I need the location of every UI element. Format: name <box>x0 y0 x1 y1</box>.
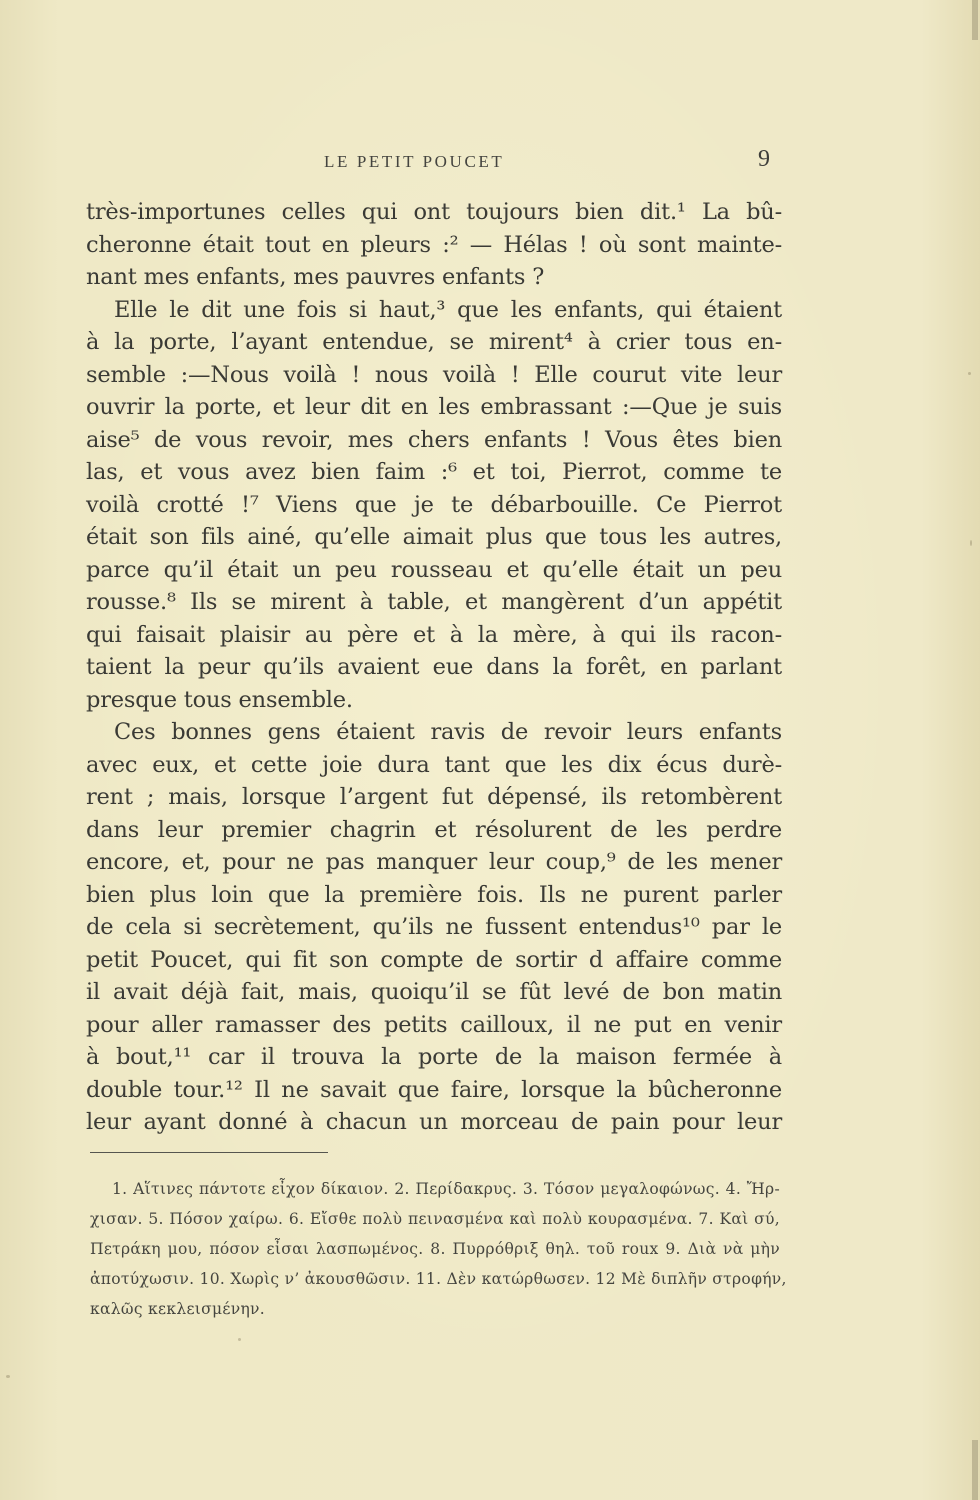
text-line: qui faisait plaisir au père et à la mère, à qui ils racon- <box>86 621 782 648</box>
text-line: était son fils ainé, qu’elle aimait plus que tous les autres, <box>86 524 782 550</box>
text-line: las, et vous avez bien faim :⁶ et toi, Pierrot, comme te <box>86 459 782 485</box>
footnotes <box>90 1174 787 1324</box>
text-line: dans leur premier chagrin et résolurent de les perdre <box>86 816 782 843</box>
text-line: rent ; mais, lorsque l’argent fut dépensé, ils retombèrent <box>86 784 782 810</box>
text-line: encore, et, pour ne pas manquer leur coup,⁹ de les mener <box>86 849 782 875</box>
text-line: double tour.¹² Il ne savait que faire, lorsque la bûcheronne <box>86 1076 782 1103</box>
paper-speck <box>970 540 972 546</box>
text-line: avec eux, et cette joie dura tant que les dix écus durè- <box>86 751 782 778</box>
footnote-line: Πετράκη μου, πόσον εἶσαι λασπωμένος. 8. Πυρρόθριξ θηλ. τοῦ roux 9. Διὰ νὰ μὴν <box>90 1240 780 1258</box>
text-line: ouvrir la porte, et leur dit en les embrassant :—Que je suis <box>86 394 782 420</box>
paper-speck <box>6 1375 10 1378</box>
text-line: à bout,¹¹ car il trouva la porte de la maison fermée à <box>86 1044 782 1070</box>
text-line: pour aller ramasser des petits cailloux, il ne put en venir <box>86 1011 782 1038</box>
text-line: semble :—Nous voilà ! nous voilà ! Elle courut vite leur <box>86 361 782 388</box>
footnote-line: ἀποτύχωσιν. 10. Χωρὶς ν’ ἀκουσθῶσιν. 11. Δὲν κατώρθωσεν. 12 Μὲ διπλῆν στροφήν, <box>90 1270 787 1288</box>
paper-speck <box>238 1338 241 1341</box>
text-line: parce qu’il était un peu rousseau et qu’elle était un peu <box>86 556 782 583</box>
text-line: petit Poucet, qui fit son compte de sortir d affaire comme <box>86 946 782 973</box>
text-line: cheronne était tout en pleurs :² — Hélas ! où sont mainte- <box>86 231 782 258</box>
footnote-line: χισαν. 5. Πόσον χαίρω. 6. Εἴσθε πολὺ πεινασμένα καὶ πολὺ κουρασμένα. 7. Καὶ σύ, <box>90 1210 780 1228</box>
text-line: de cela si secrètement, qu’ils ne fussent entendus¹⁰ par le <box>86 914 782 940</box>
text-line: rousse.⁸ Ils se mirent à table, et mangèrent d’un appétit <box>86 589 782 615</box>
text-line: taient la peur qu’ils avaient eue dans la forêt, en parlant <box>86 654 782 680</box>
text-line: nant mes enfants, mes pauvres enfants ? <box>86 264 545 290</box>
page-header <box>0 148 980 178</box>
footnote-line: καλῶς κεκλεισμένην. <box>90 1300 266 1318</box>
text-line: à la porte, l’ayant entendue, se mirent⁴ à crier tous en- <box>86 329 782 355</box>
text-line: voilà crotté !⁷ Viens que je te débarbouille. Ce Pierrot <box>86 491 782 518</box>
footnote-line: 1. Αἵτινες πάντοτε εἶχον δίκαιον. 2. Περίδακρυς. 3. Τόσον μεγαλοφώνως. 4. Ἤρ- <box>112 1180 780 1198</box>
text-line: bien plus loin que la première fois. Ils ne purent parler <box>86 881 782 908</box>
text-line: presque tous ensemble. <box>86 686 353 713</box>
main-text <box>86 196 782 1139</box>
paper-edge-mark <box>972 0 978 40</box>
page-number: 9 <box>758 146 770 172</box>
text-line: Ces bonnes gens étaient ravis de revoir leurs enfants <box>114 719 782 745</box>
text-line: leur ayant donné à chacun un morceau de pain pour leur <box>86 1109 782 1135</box>
paper-speck <box>968 372 971 375</box>
text-line: aise⁵ de vous revoir, mes chers enfants ! Vous êtes bien <box>86 426 782 453</box>
text-line: très-importunes celles qui ont toujours bien dit.¹ La bû- <box>86 199 782 225</box>
paper-edge-mark <box>972 1440 978 1500</box>
running-title: LE PETIT POUCET <box>324 152 505 171</box>
footnote-divider <box>90 1152 328 1153</box>
text-line: Elle le dit une fois si haut,³ que les enfants, qui étaient <box>114 296 782 323</box>
text-line: il avait déjà fait, mais, quoiqu’il se fût levé de bon matin <box>86 979 782 1005</box>
